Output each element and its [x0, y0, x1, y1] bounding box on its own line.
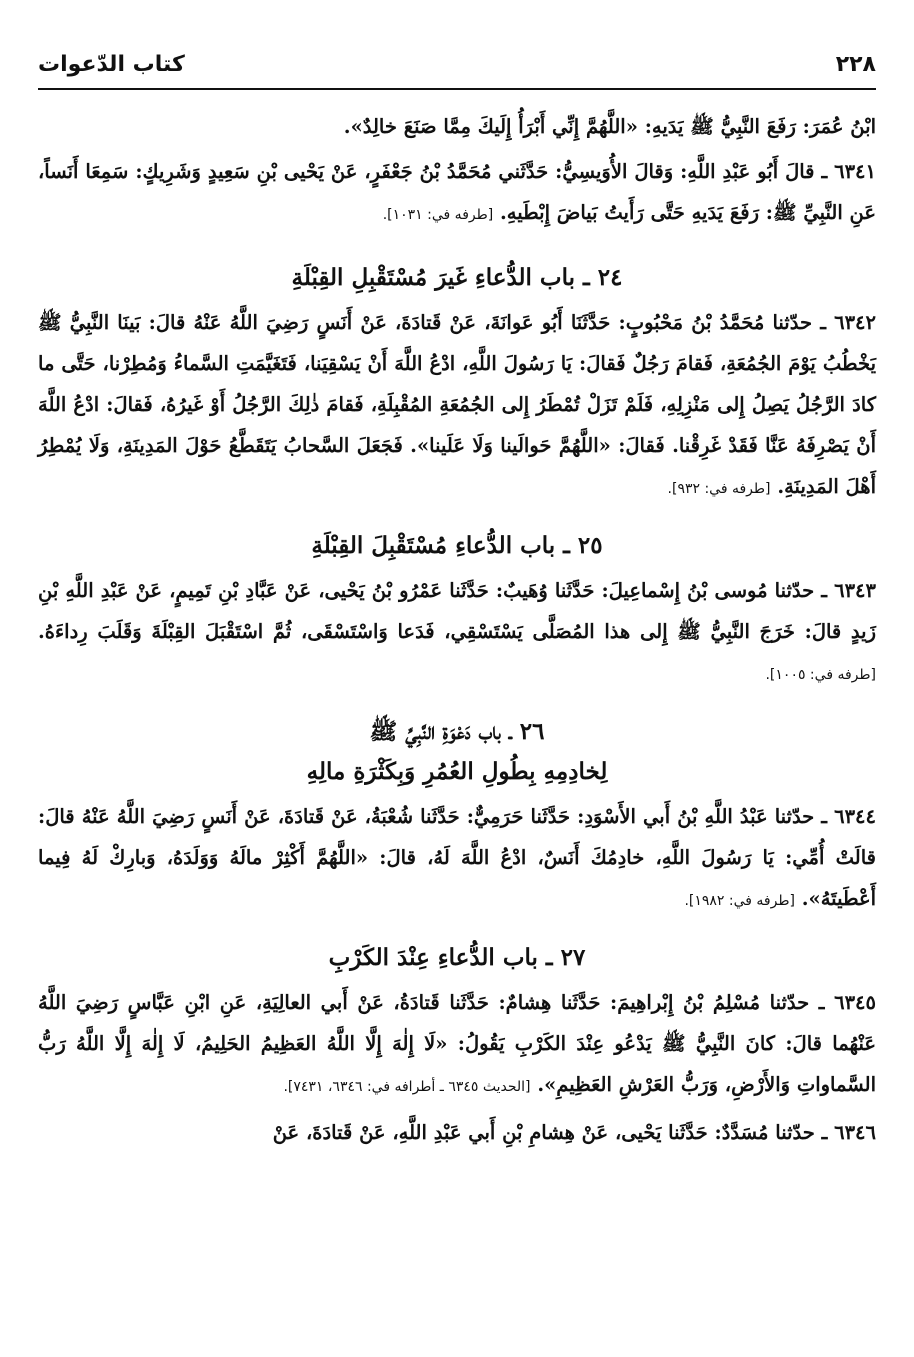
hadith-text: ٦٣٤٣ ـ حدّثنا مُوسى بْنُ إِسْماعِيلَ: حَدَّثَنا وُهَيبٌ: حَدَّثَنا عَمْرُو بْنُ يَحْيى، عَنْ عَبَّادِ بْنِ تَمِيمٍ، عَنْ عَبْدِ اللَّهِ بْنِ زَيدٍ قالَ: خَرَجَ النَّبِيُّ ﷺ إِلى هذا المُصَلَّى يَسْتَسْقِي، فَدَعا وَاسْتَسْقَى، ثُمَّ اسْتَقْبَلَ القِبْلَةَ وَقَلَبَ رِداءَهُ. — [38, 579, 876, 643]
book-page — [38, 52, 876, 1153]
hadith-text: ٦٣٤٦ ـ حدّثنا مُسَدَّدٌ: حَدَّثَنا يَحْيى، عَنْ هِشامِ بْنِ أَبي عَبْدِ اللَّهِ، عَنْ قَتادَةَ، عَنْ — [272, 1121, 876, 1144]
cross-reference-note: [طرفه في: ١٠٣١]. — [382, 207, 494, 223]
cross-reference-note: [طرفه في: ١٠٠٥]. — [765, 667, 876, 683]
cross-reference-note: [الحديث ٦٣٤٥ ـ أطرافه في: ٦٣٤٦، ٧٤٣١]. — [283, 1079, 531, 1095]
hadith-text: ٦٣٤٢ ـ حدّثنا مُحَمَّدُ بْنُ مَحْبُوبٍ: حَدَّثَنَا أَبُو عَوانَةَ، عَنْ قَتادَةَ، عَنْ أَنَسٍ رَضِيَ اللَّهُ عَنْهُ قالَ: بَينَا النَّبِيُّ ﷺ يَخْطُبُ يَوْمَ الجُمُعَةِ، فَقامَ رَجُلٌ فَقالَ: يَا رَسُولَ اللَّهِ، ادْعُ اللَّهَ أَنْ يَسْقِيَنا، فَتَغَيَّمَتِ السَّماءُ وَمُطِرْنا، حَتَّى ما كادَ الرَّجُلُ يَصِلُ إِلى مَنْزِلِهِ، فَلَمْ تَزَلْ تُمْطَرُ إِلى الجُمُعَةِ المُقْبِلَةِ، فَقامَ ذٰلِكَ الرَّجُلُ أَوْ غَيرُهُ، فَقالَ: ادْعُ اللَّهَ أَنْ يَصْرِفَهُ عَنَّا فَقَدْ غَرِقْنا. فَقالَ: «اللَّهُمَّ حَوالَينا وَلَا عَلَينا». فَجَعَلَ السَّحابُ يَتَقَطَّعُ حَوْلَ المَدِينَةِ، وَلَا يُمْطِرُ أَهْلَ المَدِينَةِ. — [38, 311, 876, 498]
hadith-text: ٦٣٤٤ ـ حدّثنا عَبْدُ اللَّهِ بْنُ أَبي الأَسْوَدِ: حَدَّثَنا حَرَمِيٌّ: حَدَّثَنا شُعْبَةُ، عَنْ قَتادَةَ، عَنْ أَنَسٍ رَضِيَ اللَّهُ عَنْهُ قالَ: قالَتْ أُمِّي: يَا رَسُولَ اللَّهِ، خادِمُكَ أَنَسٌ، ادْعُ اللَّهَ لَهُ، قالَ: «اللَّهُمَّ أَكْثِرْ مالَهُ وَوَلَدَهُ، وَبارِكْ لَهُ فِيما أَعْطَيتَهُ». — [38, 805, 876, 910]
hadith-6345 — [38, 982, 876, 1108]
chapter-heading-25: ٢٥ ـ باب الدُّعاءِ مُسْتَقْبِلَ القِبْلَةِ — [311, 532, 603, 559]
chapter-heading-24: ٢٤ ـ باب الدُّعاءِ غَيرَ مُسْتَقْبِلِ القِبْلَةِ — [291, 264, 623, 291]
hadith-text: ٦٣٤٥ ـ حدّثنا مُسْلِمُ بْنُ إِبْراهِيمَ: حَدَّثَنا هِشامٌ: حَدَّثَنا قَتادَةُ، عَنْ أَبي العالِيَةِ، عَنِ ابْنِ عَبَّاسٍ رَضِيَ اللَّهُ عَنْهُما قالَ: كانَ النَّبِيُّ ﷺ يَدْعُو عِنْدَ الكَرْبِ يَقُولُ: «لَا إِلٰهَ إِلَّا اللَّهُ العَظِيمُ الحَلِيمُ، لَا إِلٰهَ إِلَّا اللَّهُ رَبُّ السَّماواتِ وَالأَرْضِ، وَرَبُّ العَرْشِ العَظِيمِ». — [38, 991, 876, 1096]
hadith-continuation — [38, 106, 876, 147]
hadith-6341 — [38, 151, 876, 236]
cross-reference-note: [طرفه في: ١٩٨٢]. — [684, 893, 795, 909]
hadith-6343 — [38, 570, 876, 696]
cross-reference-note: [طرفه في: ٩٣٢]. — [667, 481, 771, 497]
hadith-6346 — [38, 1112, 876, 1153]
hadith-text: ابْنُ عُمَرَ: رَفَعَ النَّبِيُّ ﷺ يَدَيهِ: «اللَّهُمَّ إِنِّي أَبْرَأُ إِلَيكَ مِمَّا صَنَعَ خالِدٌ». — [343, 115, 876, 138]
hadith-text: ٦٣٤١ ـ قالَ أَبُو عَبْدِ اللَّهِ: وَقالَ الأُوَيسِيُّ: حَدَّثَني مُحَمَّدُ بْنُ جَعْفَرٍ، عَنْ يَحْيى بْنِ سَعِيدٍ وَشَرِيكٍ: سَمِعَا أَنَساً، عَنِ النَّبِيِّ ﷺ: رَفَعَ يَدَيهِ حَتَّى رَأَيتُ بَياضَ إِبْطَيهِ. — [38, 160, 876, 224]
chapter-heading-27: ٢٧ ـ باب الدُّعاءِ عِنْدَ الكَرْبِ — [328, 944, 586, 971]
page-header — [38, 52, 876, 90]
hadith-6342 — [38, 302, 876, 510]
chapter-heading-26-line1: ٢٦ ـ باب دَعْوَةِ النَّبِيِّ ﷺ — [369, 718, 545, 745]
chapter-heading-26-line2: لِخادِمِهِ بِطُولِ العُمُرِ وَبِكَثْرَةِ مالِهِ — [306, 758, 608, 785]
hadith-6344 — [38, 796, 876, 922]
page-number: ٢٢٨ — [835, 52, 876, 77]
book-title: كتاب الدّعوات — [38, 52, 185, 77]
